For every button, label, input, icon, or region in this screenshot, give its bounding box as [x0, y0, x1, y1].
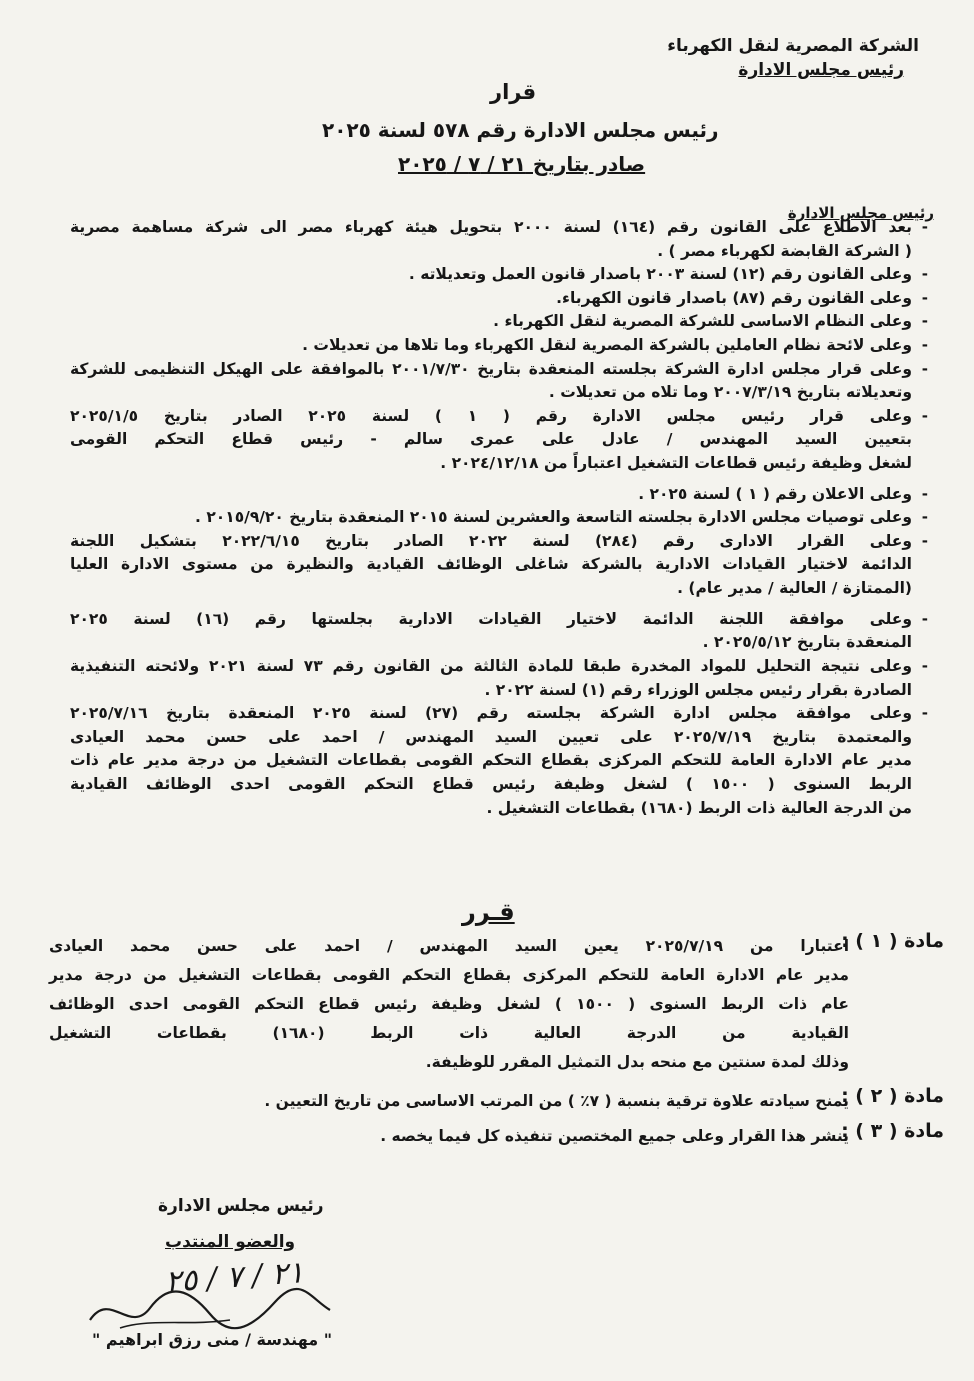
bullet-dash: -: [921, 359, 928, 378]
article-line: ينشر هذا القرار وعلى جميع المختصين تنفيذه كل فيما يخصه .: [380, 1127, 849, 1145]
preamble-item: [70, 506, 928, 530]
preamble-item: [70, 287, 928, 311]
preamble-line: وعلى موافقة مجلس ادارة الشركة بجلسته رقم (٢٧) لسنة ٢٠٢٥ المنعقدة بتاريخ ٢٠٢٥/٧/١٦: [70, 704, 912, 723]
bullet-dash: -: [921, 531, 928, 550]
article-label: مادة ( ١ ) :: [841, 930, 944, 952]
preamble-item: [70, 702, 928, 820]
preamble-item: [70, 216, 928, 263]
preamble-line: وعلى القرار الادارى رقم (٢٨٤) لسنة ٢٠٢٢ الصادر بتاريخ ٢٠٢٢/٦/١٥ بتشكيل اللجنة: [70, 531, 912, 550]
preamble-line: وعلى لائحة نظام العاملين بالشركة المصرية لنقل الكهرباء وما تلاها من تعديلات .: [302, 336, 912, 354]
article-line: مدير عام الادارة العامة للتحكم المركزى بقطاع التحكم القومى بقطاعات التشغيل من درجة مدير: [49, 966, 849, 984]
preamble-item: [70, 310, 928, 334]
handwritten-date: ٢١ / ٧ / ٢٥: [163, 1255, 306, 1300]
preamble-line: وعلى توصيات مجلس الادارة بجلسته التاسعة والعشرين لسنة ٢٠١٥ المنعقدة بتاريخ ٢٠١٥/٩/٢٠ .: [195, 508, 912, 527]
preamble-label: رئيس مجلس الادارة: [787, 204, 934, 222]
signatory-title: والعضو المنتدب: [165, 1232, 296, 1252]
preamble-line: والمعتمدة بتاريخ ٢٠٢٥/٧/١٩ على تعيين السيد المهندس / احمد على حسن محمد العيادى: [70, 727, 913, 746]
article-line: يمنح سيادته علاوة ترقية بنسبة ( ٧٪ ) من المرتب الاساسى من تاريخ التعيين .: [264, 1092, 849, 1110]
preamble-line: وعلى قرار رئيس مجلس الادارة رقم ( ١ ) لسنة ٢٠٢٥ الصادر بتاريخ ٢٠٢٥/١/٥: [70, 406, 913, 425]
preamble-item: [70, 655, 928, 702]
preamble-item: [70, 263, 928, 287]
preamble-line: الصادرة بقرار رئيس مجلس الوزراء رقم (١) لسنة ٢٠٢٢ .: [484, 680, 912, 699]
preamble-item: [70, 483, 928, 507]
bullet-dash: -: [921, 484, 928, 503]
article-line: القيادية من الدرجة العالية ذات الربط (١٦٨٠) بقطاعات التشغيل: [49, 1024, 849, 1042]
preamble-item: [70, 334, 928, 358]
preamble-line: وعلى نتيجة التحليل للمواد المخدرة طبقا للمادة الثالثة من القانون رقم ٧٣ لسنة ٢٠٢١ ولائحته التنفيذية: [70, 656, 912, 675]
preamble-line: بعد الاطلاع على القانون رقم (١٦٤) لسنة ٢٠٠٠ بتحويل هيئة كهرباء مصر الى شركة مساهمة مصرية: [70, 218, 912, 236]
preamble-line: مدير عام الادارة العامة للتحكم المركزى بقطاع التحكم القومى بقطاعات التشغيل من درجة مدير عام ذات: [70, 751, 912, 770]
bullet-dash: -: [921, 218, 928, 236]
signatory-name: " مهندسة / منى رزق ابراهيم ": [92, 1330, 333, 1349]
preamble-line: المنعقدة بتاريخ ٢٠٢٥/٥/١٢ .: [702, 633, 912, 652]
preamble-line: الدائمة لاختيار القيادات الادارية بالشركة شاغلى الوظائف القيادية والنظيرة من مستوى الادارة العليا: [70, 555, 912, 574]
preamble-line: وعلى القانون رقم (١٢) لسنة ٢٠٠٣ باصدار قانون العمل وتعديلاته .: [408, 265, 912, 284]
decision-word: قرار: [490, 80, 537, 104]
company-name: الشركة المصرية لنقل الكهرباء: [667, 36, 919, 56]
preamble-line: وعلى قرار مجلس ادارة الشركة بجلسته المنعقدة بتاريخ ٢٠٠١/٧/٣٠ بالموافقة على الهيكل التنظيمى للشركة: [70, 359, 913, 378]
preamble-item: [70, 358, 928, 405]
preamble-line: وعلى موافقة اللجنة الدائمة لاختيار القيادات الادارية بجلستها رقم (١٦) لسنة ٢٠٢٥: [70, 609, 913, 628]
office-title: رئيس مجلس الادارة: [738, 60, 904, 80]
bullet-dash: -: [921, 265, 928, 284]
issue-date: صادر بتاريخ ٢١ / ٧ / ٢٠٢٥: [398, 152, 646, 176]
bullet-dash: -: [921, 508, 928, 527]
bullet-dash: -: [921, 656, 928, 675]
preamble-item: [70, 405, 928, 476]
preamble-line: بتعيين السيد المهندس / عادل على عمرى سالم - رئيس قطاع التحكم القومى: [70, 430, 912, 449]
bullet-dash: -: [921, 336, 928, 354]
preamble-line: الربط السنوى ( ١٥٠٠ ) لشغل وظيفة رئيس قطاع التحكم القومى احدى الوظائف القيادية: [70, 774, 912, 793]
preamble-line: (الممتازة / العالية / مدير عام) .: [677, 579, 912, 598]
preamble-line: وعلى النظام الاساسى للشركة المصرية لنقل الكهرباء .: [493, 312, 912, 331]
decides-heading: قـرر: [462, 898, 515, 926]
article-body: [264, 1087, 849, 1116]
article-line: عام ذات الربط السنوى ( ١٥٠٠ ) لشغل وظيفة رئيس قطاع التحكم القومى احدى الوظائف: [49, 995, 850, 1013]
preamble-line: وعلى القانون رقم (٨٧) باصدار قانون الكهرباء.: [556, 288, 912, 307]
article-line: وذلك لمدة سنتين مع منحه بدل التمثيل المقرر للوظيفة.: [425, 1053, 849, 1071]
article-label: مادة ( ٣ ) :: [841, 1120, 944, 1142]
bullet-dash: -: [921, 312, 928, 331]
signatory-role: رئيس مجلس الادارة: [158, 1196, 324, 1216]
article-body: [49, 932, 849, 1077]
bullet-dash: -: [921, 609, 928, 628]
article-line: اعتبارا من ٢٠٢٥/٧/١٩ يعين السيد المهندس / احمد على حسن محمد العيادى: [49, 937, 850, 955]
article-body: [380, 1122, 849, 1151]
preamble-line: من الدرجة العالية ذات الربط (١٦٨٠) بقطاعات التشغيل .: [486, 798, 912, 817]
bullet-dash: -: [921, 704, 928, 723]
preamble-line: وتعديلاته بتاريخ ٢٠٠٧/٣/١٩ وما تلاه من تعديلات .: [548, 383, 912, 402]
preamble-line: لشغل وظيفة رئيس قطاعات التشغيل اعتباراً من ٢٠٢٤/١٢/١٨ .: [440, 453, 912, 472]
article-label: مادة ( ٢ ) :: [841, 1085, 944, 1107]
preamble-item: [70, 530, 928, 601]
preamble-item: [70, 608, 928, 655]
preamble-line: وعلى الاعلان رقم ( ١ ) لسنة ٢٠٢٥ .: [638, 484, 912, 503]
bullet-dash: -: [921, 288, 928, 307]
bullet-dash: -: [921, 406, 928, 425]
preamble-line: ( الشركة القابضة لكهرباء مصر ) .: [657, 241, 912, 260]
decision-number: رئيس مجلس الادارة رقم ٥٧٨ لسنة ٢٠٢٥: [322, 118, 719, 142]
